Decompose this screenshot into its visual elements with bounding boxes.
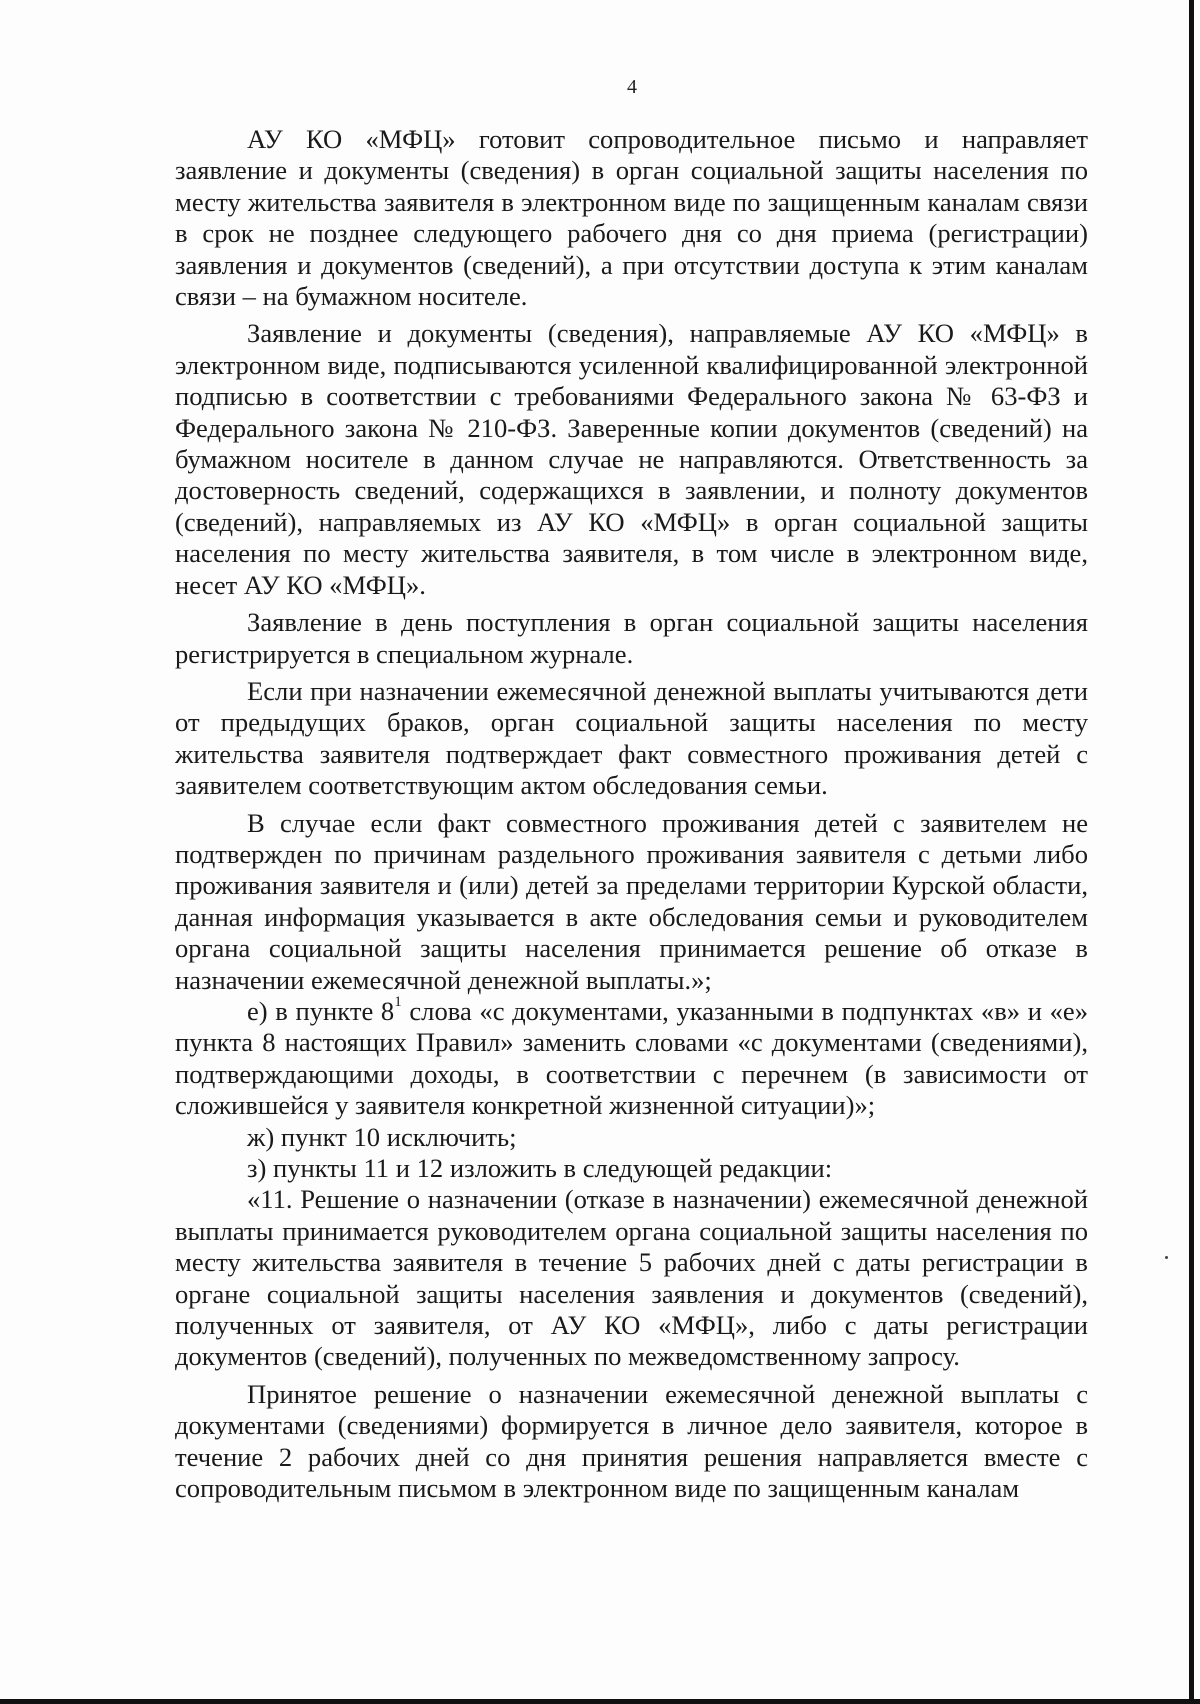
paragraph-clause-11: «11. Решение о назначении (отказе в назначении) ежемесячной денежной выплаты принимается руководителем органа социальной защиты населения по месту жительства заявителя в течение 5 рабочих дней с даты регистрации в органе социальной защиты населения заявления и документов (сведений), полученных от заявителя, от АУ КО «МФЦ», либо с даты регистрации документов (сведений), полученных по межведомственному запросу. xyxy=(175,1184,1088,1372)
paragraph-item-zh: ж) пункт 10 исключить; xyxy=(247,1121,517,1152)
paragraph-item-z: з) пункты 11 и 12 изложить в следующей редакции: xyxy=(247,1153,833,1183)
item-e-superscript: 1 xyxy=(394,994,402,1011)
scan-speck xyxy=(1165,1256,1168,1259)
item-e-text-start: е) в пункте 8 xyxy=(247,995,395,1026)
document-body xyxy=(175,124,1088,1504)
paragraph-children-previous-marriages: Если при назначении ежемесячной денежной выплаты учитываются дети от предыдущих браков, орган социальной защиты населения по месту жительства заявителя подтверждает факт совместного проживания детей с заявителем соответствующим актом обследования семьи. xyxy=(175,675,1088,801)
paragraph-registration: Заявление в день поступления в орган социальной защиты населения регистрируется в специальном журнале. xyxy=(175,607,1088,669)
page-number: 4 xyxy=(627,76,637,98)
paragraph-decision-personal-file: Принятое решение о назначении ежемесячной денежной выплаты с документами (сведениями) формируется в личное дело заявителя, которое в течение 2 рабочих дней со дня принятия решения направляется вместе с сопроводительным письмом в электронном виде по защищенным каналам xyxy=(175,1378,1088,1504)
scan-border-right xyxy=(1189,0,1194,1704)
item-e-text-rest: слова «с документами, указанными в подпунктах «в» и «е» пункта 8 настоящих Правил» заменить словами «с документами (сведениями), подтверждающими доходы, в соответствии с перечнем (в зависимости от сложившейся у заявителя конкретной жизненной ситуации)»; xyxy=(175,995,1088,1121)
paragraph-mfc-letter: АУ КО «МФЦ» готовит сопроводительное письмо и направляет заявление и документы (сведения) в орган социальной защиты населения по месту жительства заявителя в электронном виде по защищенным каналам связи в срок не позднее следующего рабочего дня со дня приема (регистрации) заявления и документов (сведений), а при отсутствии доступа к этим каналам связи – на бумажном носителе. xyxy=(175,124,1088,312)
scan-border-bottom xyxy=(0,1699,1200,1704)
paragraph-electronic-signature: Заявление и документы (сведения), направляемые АУ КО «МФЦ» в электронном виде, подписываются усиленной квалифицированной электронной подписью в соответствии с требованиями Федерального закона № 63-ФЗ и Федерального закона № 210-ФЗ. Заверенные копии документов (сведений) на бумажном носителе в данном случае не направляются. Ответственность за достоверность сведений, содержащихся в заявлении, и полноту документов (сведений), направляемых из АУ КО «МФЦ» в орган социальной защиты населения по месту жительства заявителя, в том числе в электронном виде, несет АУ КО «МФЦ». xyxy=(175,318,1088,600)
paragraph-item-e xyxy=(175,996,1088,1122)
paragraph-cohabitation-not-confirmed: В случае если факт совместного проживания детей с заявителем не подтвержден по причинам раздельного проживания заявителя с детьми либо проживания заявителя и (или) детей за пределами территории Курской области, данная информация указывается в акте обследования семьи и руководителем органа социальной защиты населения принимается решение об отказе в назначении ежемесячной денежной выплаты.»; xyxy=(175,807,1088,995)
